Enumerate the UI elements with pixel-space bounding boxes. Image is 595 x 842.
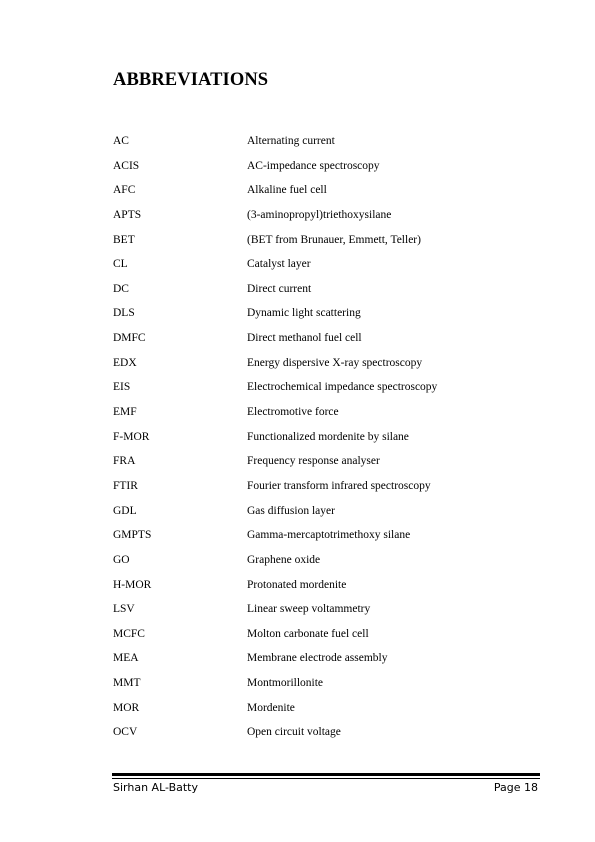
abbreviation-term: LSV (113, 603, 135, 616)
abbreviation-term: MCFC (113, 627, 145, 640)
abbreviation-row (113, 504, 543, 529)
abbreviation-row (113, 528, 543, 553)
abbreviation-definition: Direct current (247, 282, 312, 295)
abbreviation-term: ACIS (113, 159, 140, 172)
abbreviation-definition: Direct methanol fuel cell (247, 332, 362, 345)
abbreviation-term: GO (113, 553, 130, 566)
abbreviation-definition: (BET from Brunauer, Emmett, Teller) (247, 233, 421, 246)
footer-author: Sirhan AL-Batty (113, 781, 199, 794)
abbreviation-term: DMFC (113, 332, 146, 345)
abbreviation-row (113, 233, 543, 258)
abbreviation-row (113, 578, 543, 603)
abbreviation-definition: Open circuit voltage (247, 726, 341, 739)
abbreviation-row (113, 134, 543, 159)
abbreviation-term: AFC (113, 184, 136, 197)
abbreviation-term: FRA (113, 455, 136, 468)
abbreviation-row (113, 602, 543, 627)
abbreviation-row (113, 356, 543, 381)
abbreviation-term: H-MOR (113, 578, 152, 591)
abbreviation-row (113, 159, 543, 184)
abbreviation-term: OCV (113, 726, 138, 739)
abbreviation-row (113, 405, 543, 430)
abbreviation-definition: AC-impedance spectroscopy (247, 159, 380, 172)
abbreviation-definition: Electromotive force (247, 406, 339, 419)
abbreviation-row (113, 701, 543, 726)
abbreviation-definition: Linear sweep voltammetry (247, 603, 371, 616)
page-title: ABBREVIATIONS (113, 70, 269, 90)
abbreviation-definition: Alternating current (247, 135, 335, 147)
abbreviation-row (113, 380, 543, 405)
abbreviation-definition: (3-aminopropyl)triethoxysilane (247, 208, 392, 221)
abbreviation-row (113, 282, 543, 307)
abbreviation-term: MEA (113, 652, 139, 665)
abbreviation-term: MMT (113, 677, 141, 690)
abbreviation-row (113, 676, 543, 701)
abbreviation-definition: Frequency response analyser (247, 455, 380, 468)
abbreviation-row (113, 479, 543, 504)
abbreviation-row (113, 183, 543, 208)
abbreviation-definition: Mordenite (247, 701, 295, 714)
abbreviation-definition: Energy dispersive X-ray spectroscopy (247, 356, 423, 369)
footer-page-number: Page 18 (493, 781, 538, 794)
footer-divider-thin (112, 778, 540, 779)
abbreviation-term: DLS (113, 307, 135, 320)
abbreviation-row (113, 430, 543, 455)
abbreviation-list (113, 134, 543, 750)
abbreviation-term: BET (113, 233, 135, 246)
abbreviation-definition: Alkaline fuel cell (247, 184, 327, 197)
abbreviation-row (113, 306, 543, 331)
abbreviation-term: EIS (113, 381, 131, 394)
abbreviation-definition: Gas diffusion layer (247, 504, 335, 517)
abbreviation-definition: Functionalized mordenite by silane (247, 430, 409, 443)
abbreviation-term: DC (113, 282, 129, 295)
abbreviation-definition: Gamma-mercaptotrimethoxy silane (247, 529, 411, 542)
footer-divider-thick (112, 773, 540, 776)
abbreviation-row (113, 553, 543, 578)
abbreviation-definition: Graphene oxide (247, 553, 321, 566)
abbreviation-row (113, 651, 543, 676)
abbreviation-definition: Dynamic light scattering (247, 307, 361, 320)
abbreviation-row (113, 454, 543, 479)
abbreviation-term: FTIR (113, 479, 138, 492)
abbreviation-term: CL (113, 258, 128, 271)
abbreviation-definition: Protonated mordenite (247, 578, 347, 591)
abbreviation-row (113, 331, 543, 356)
abbreviation-term: GMPTS (113, 529, 152, 542)
abbreviation-term: GDL (113, 504, 137, 517)
abbreviation-term: AC (113, 135, 129, 147)
abbreviation-definition: Catalyst layer (247, 258, 311, 271)
abbreviation-definition: Montmorillonite (247, 677, 324, 690)
abbreviation-row (113, 208, 543, 233)
abbreviation-term: EDX (113, 356, 137, 369)
abbreviation-term: APTS (113, 208, 142, 221)
abbreviation-definition: Membrane electrode assembly (247, 652, 388, 665)
abbreviation-definition: Electrochemical impedance spectroscopy (247, 381, 438, 394)
abbreviation-row (113, 257, 543, 282)
abbreviation-row (113, 725, 543, 750)
abbreviation-row (113, 627, 543, 652)
abbreviation-term: MOR (113, 701, 140, 714)
abbreviation-definition: Molton carbonate fuel cell (247, 627, 369, 640)
abbreviation-definition: Fourier transform infrared spectroscopy (247, 479, 431, 492)
abbreviation-term: F-MOR (113, 430, 150, 443)
abbreviation-term: EMF (113, 406, 137, 419)
